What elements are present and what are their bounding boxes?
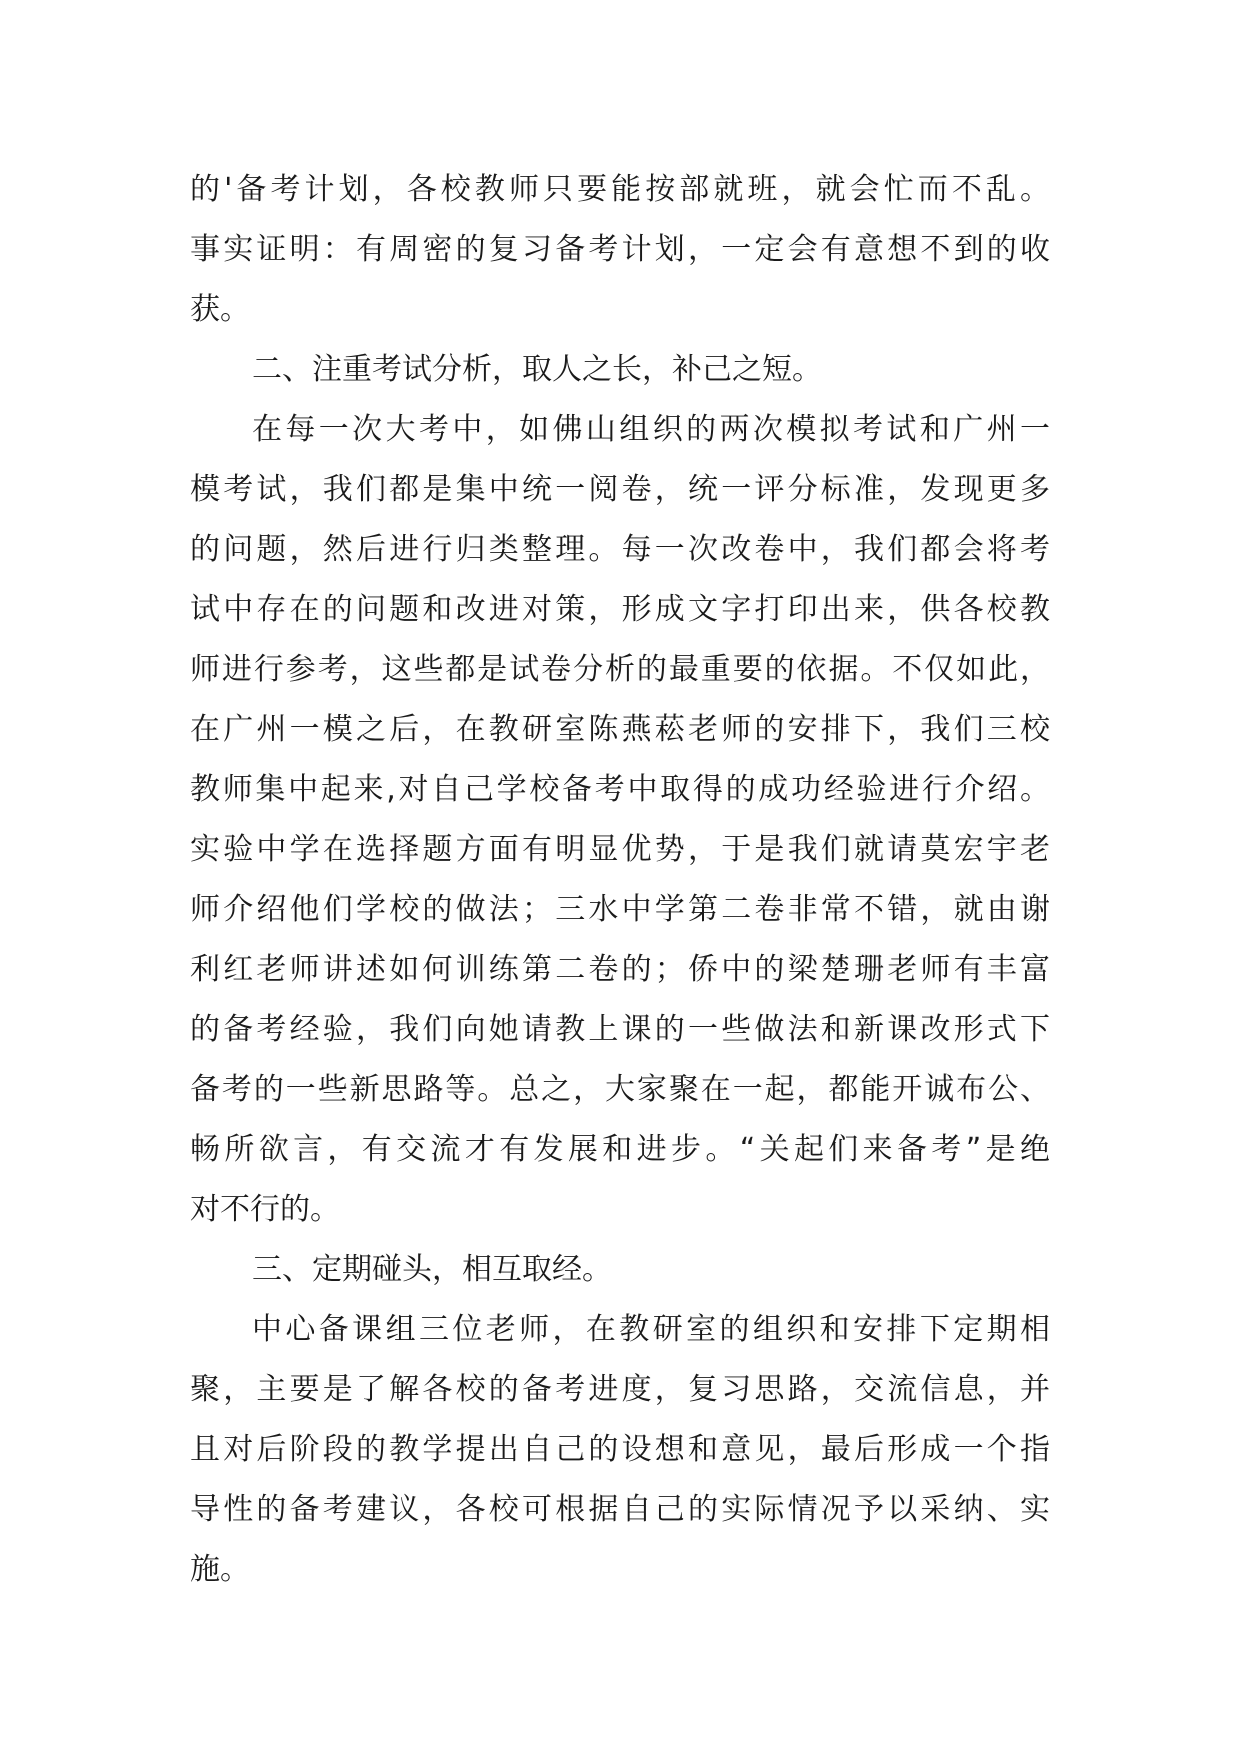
- document-body: [190, 160, 1050, 1600]
- text-line: 中心备课组三位老师，在教研室的组织和安排下定期相: [252, 1312, 1050, 1347]
- text-line: 施。: [190, 1552, 250, 1587]
- text-line: 模考试，我们都是集中统一阅卷，统一评分标准，发现更多: [190, 472, 1050, 507]
- text-line: 的问题，然后进行归类整理。每一次改卷中，我们都会将考: [190, 532, 1050, 567]
- text-line: 实验中学在选择题方面有明显优势，于是我们就请莫宏宇老: [190, 832, 1050, 867]
- text-line: 的'备考计划，各校教师只要能按部就班，就会忙而不乱。: [190, 172, 1050, 207]
- text-line: 试中存在的问题和改进对策，形成文字打印出来，供各校教: [190, 592, 1050, 627]
- text-line: 二、注重考试分析，取人之长，补己之短。: [252, 352, 822, 387]
- text-line: 畅所欲言，有交流才有发展和进步。“关起们来备考”是绝: [190, 1132, 1050, 1167]
- text-line: 事实证明：有周密的复习备考计划，一定会有意想不到的收: [190, 232, 1050, 267]
- text-line: 利红老师讲述如何训练第二卷的；侨中的梁楚珊老师有丰富: [190, 952, 1050, 987]
- text-line: 对不行的。: [190, 1192, 340, 1227]
- text-line: 且对后阶段的教学提出自己的设想和意见，最后形成一个指: [190, 1432, 1050, 1467]
- text-line: 备考的一些新思路等。总之，大家聚在一起，都能开诚布公、: [190, 1072, 1050, 1107]
- text-line: 聚，主要是了解各校的备考进度，复习思路，交流信息，并: [190, 1372, 1050, 1407]
- text-line: 导性的备考建议，各校可根据自己的实际情况予以采纳、实: [190, 1492, 1050, 1527]
- text-line: 师进行参考，这些都是试卷分析的最重要的依据。不仅如此，: [190, 652, 1050, 687]
- text-line: 获。: [190, 292, 250, 327]
- text-line: 三、定期碰头，相互取经。: [252, 1252, 612, 1287]
- text-line: 在广州一模之后，在教研室陈燕菘老师的安排下，我们三校: [190, 712, 1050, 747]
- text-line: 教师集中起来,对自己学校备考中取得的成功经验进行介绍。: [190, 772, 1050, 807]
- text-line: 在每一次大考中，如佛山组织的两次模拟考试和广州一: [252, 412, 1050, 447]
- text-line: 师介绍他们学校的做法；三水中学第二卷非常不错，就由谢: [190, 892, 1050, 927]
- text-line: 的备考经验，我们向她请教上课的一些做法和新课改形式下: [190, 1012, 1050, 1047]
